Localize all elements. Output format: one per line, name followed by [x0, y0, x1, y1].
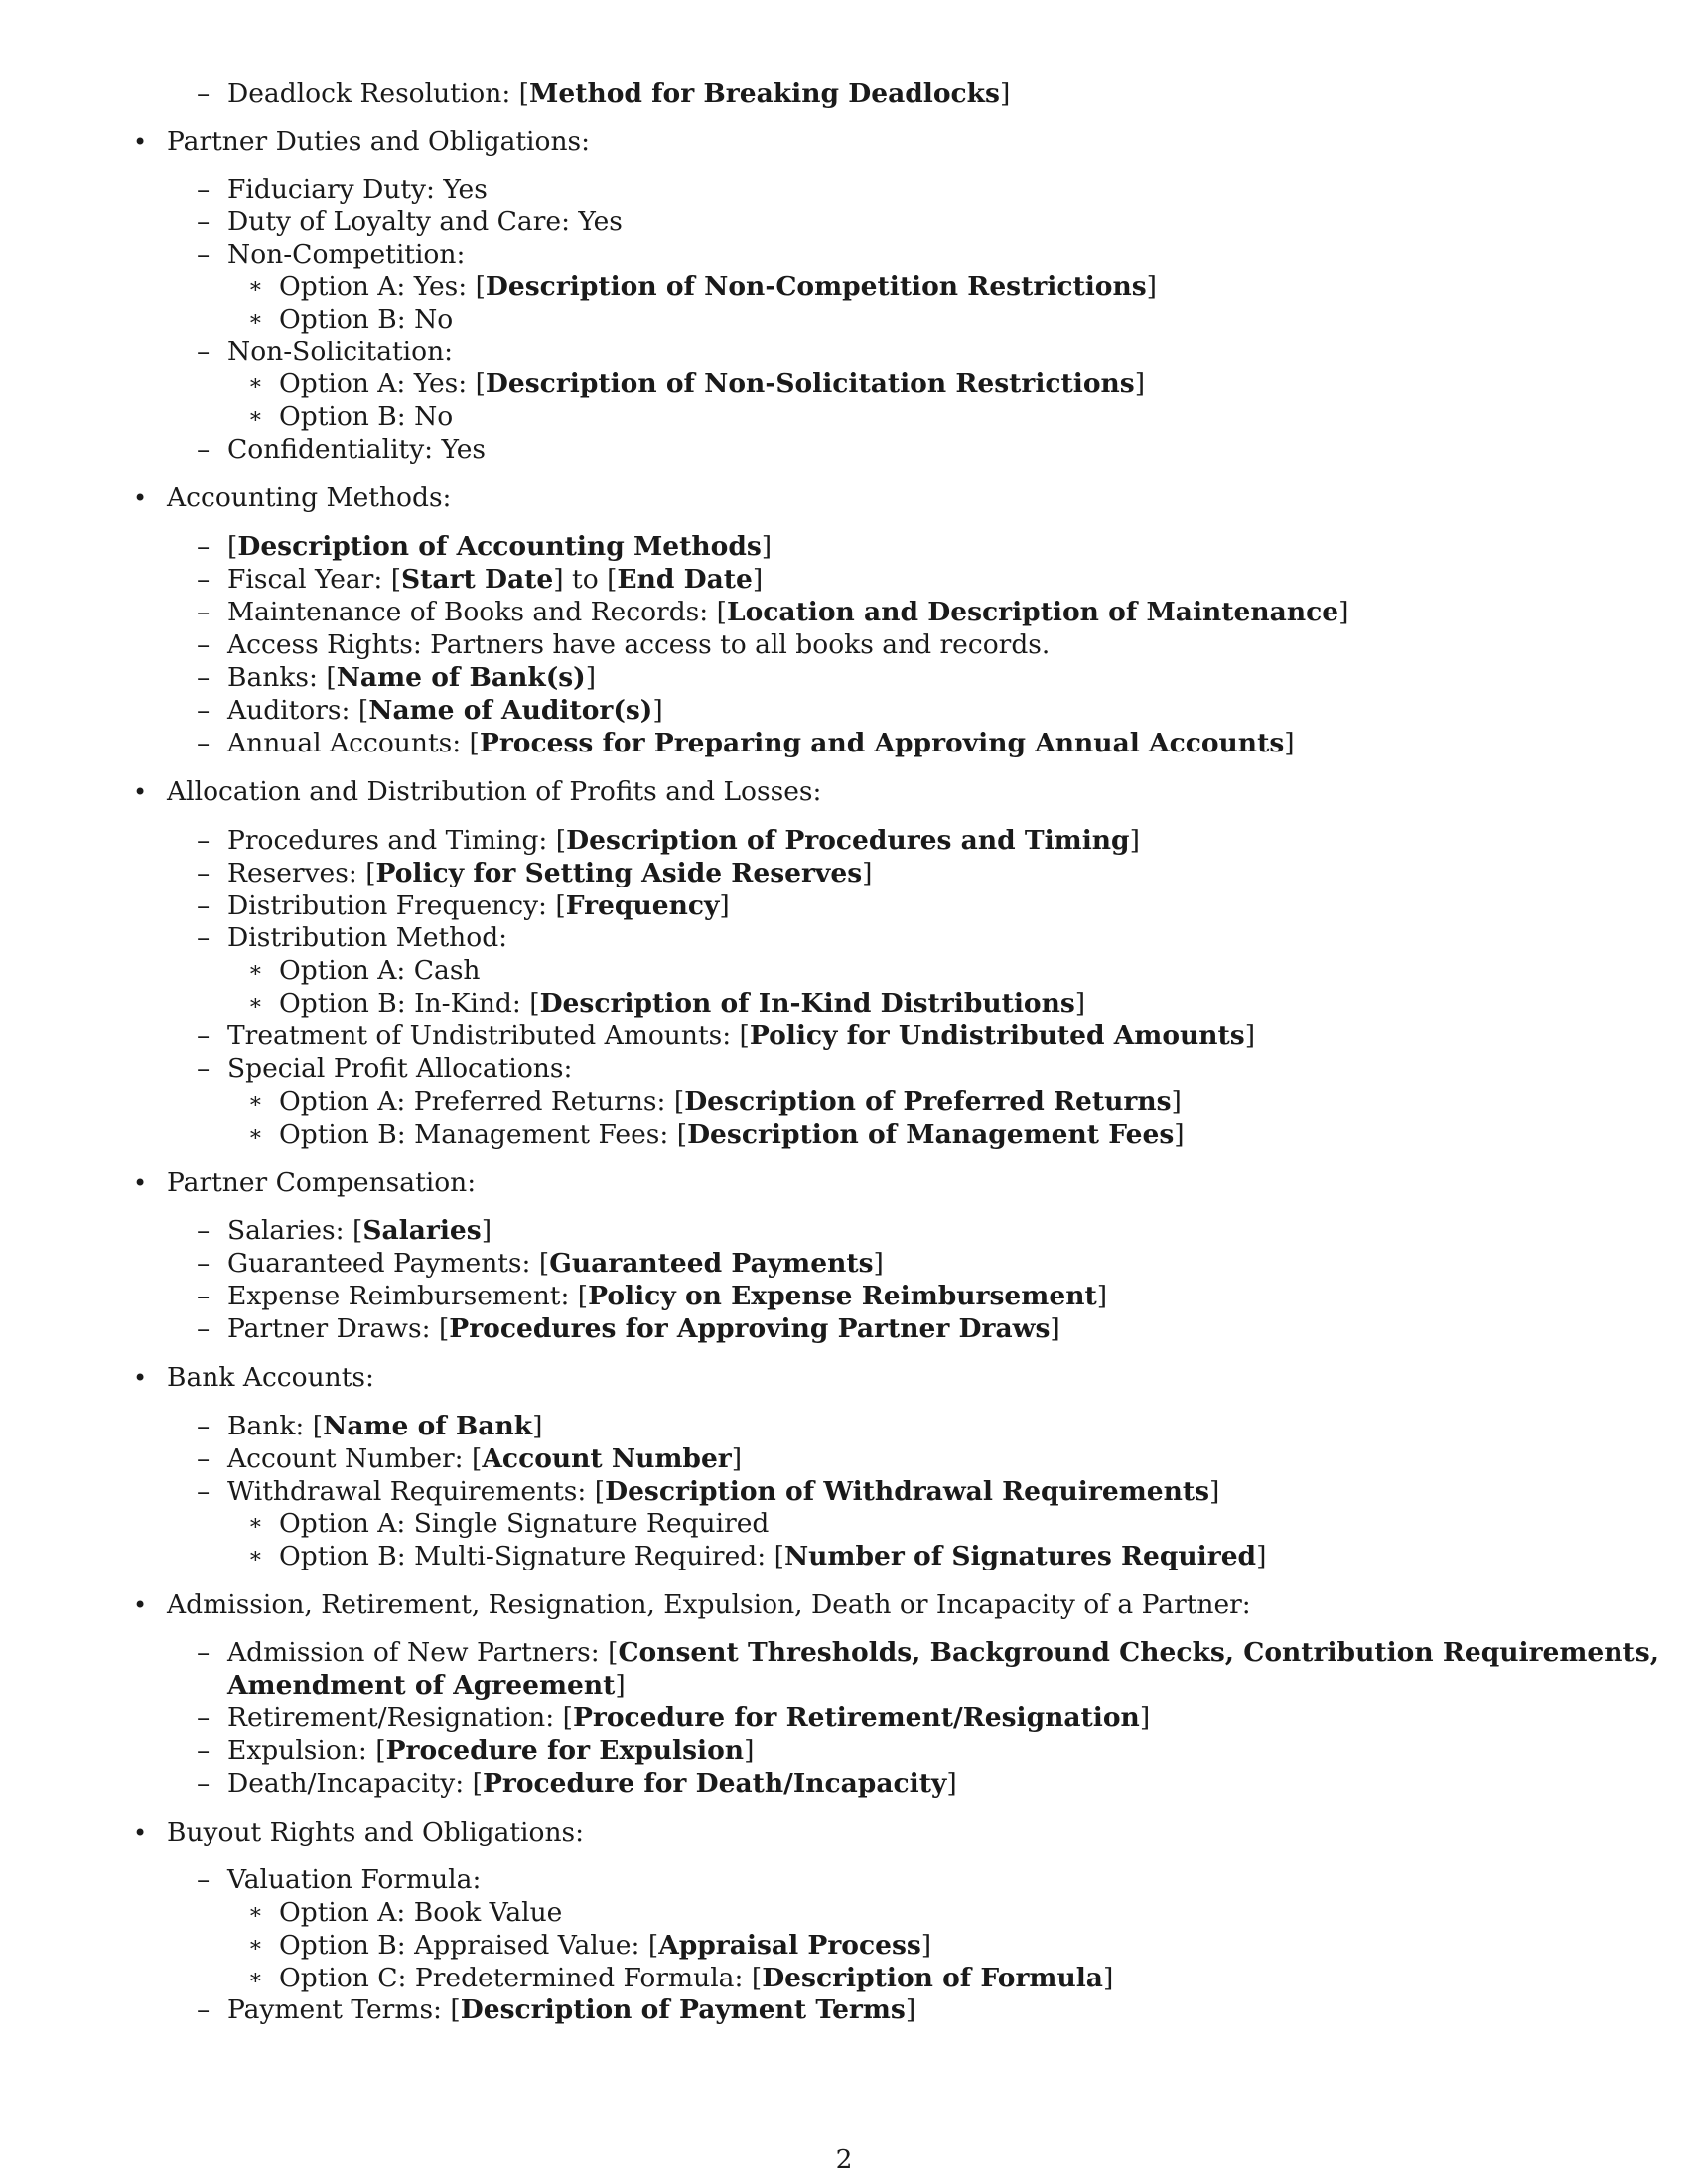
- asterisk-icon: ∗: [248, 1511, 263, 1536]
- list-item-text: [227, 1702, 1150, 1735]
- dash-icon: –: [197, 174, 211, 205]
- list-item-text: [279, 367, 1145, 401]
- list-item-text: [227, 433, 486, 467]
- item-text: Option A: Cash: [279, 955, 481, 986]
- placeholder-text: Appraisal Process: [658, 1930, 921, 1961]
- bullet-icon: •: [133, 484, 148, 512]
- placeholder-text: Policy on Expense Reimbursement: [588, 1281, 1097, 1311]
- dash-icon: –: [197, 1053, 211, 1084]
- list-item-text: [227, 238, 465, 272]
- page-number: 2: [835, 2144, 853, 2175]
- list-item-text: [167, 775, 821, 809]
- item-text: Non-Solicitation:: [227, 337, 454, 367]
- list-item-text: [279, 1929, 931, 1963]
- placeholder-text: End Date: [617, 564, 753, 595]
- dash-icon: –: [197, 922, 211, 953]
- bullet-icon: •: [133, 778, 148, 806]
- list-item-text: [167, 481, 451, 515]
- asterisk-icon: ∗: [248, 1966, 263, 1990]
- item-text: Confidentiality: Yes: [227, 434, 487, 465]
- dash-icon: –: [197, 1313, 211, 1344]
- placeholder-text: Amendment of Agreement: [227, 1670, 616, 1701]
- dash-icon: –: [197, 825, 211, 856]
- item-text: Distribution Frequency: [: [227, 890, 566, 921]
- item-text: Option B: Multi-Signature Required: [: [279, 1541, 784, 1571]
- item-text: Expense Reimbursement: [: [227, 1281, 589, 1311]
- bullet-icon: •: [133, 1364, 148, 1392]
- list-item-continuation: [227, 1669, 626, 1703]
- list-item-text: [227, 563, 763, 597]
- placeholder-text: Description of Preferred Returns: [684, 1086, 1172, 1117]
- list-item-text: [227, 727, 1295, 760]
- list-item-text: [279, 987, 1085, 1021]
- dash-icon: –: [197, 1703, 211, 1733]
- asterisk-icon: ∗: [248, 404, 263, 429]
- item-text: ]: [1096, 1281, 1108, 1311]
- dash-icon: –: [197, 1476, 211, 1507]
- list-item-text: [279, 1896, 562, 1930]
- item-text: ]: [1146, 271, 1158, 302]
- placeholder-text: Procedure for Expulsion: [385, 1735, 745, 1766]
- item-text: Procedures and Timing: [: [227, 825, 567, 856]
- placeholder-text: Description of Payment Terms: [460, 1994, 906, 2025]
- item-text: ]: [1244, 1021, 1256, 1051]
- list-item-text: [227, 1636, 1659, 1670]
- list-item-text: [227, 1247, 884, 1281]
- placeholder-text: Description of Formula: [762, 1963, 1103, 1993]
- item-text: ]: [652, 695, 663, 726]
- asterisk-icon: ∗: [248, 991, 263, 1016]
- item-text: ]: [1139, 1703, 1151, 1733]
- item-text: Buyout Rights and Obligations:: [167, 1817, 585, 1847]
- placeholder-text: Name of Auditor(s): [368, 695, 653, 726]
- item-text: ]: [615, 1670, 626, 1701]
- bullet-icon: •: [133, 1819, 148, 1846]
- item-text: Auditors: [: [227, 695, 369, 726]
- item-text: Admission, Retirement, Resignation, Expulsion, Death or Incapacity of a Partner:: [167, 1589, 1251, 1620]
- item-text: ]: [744, 1735, 755, 1766]
- placeholder-text: Guaranteed Payments: [549, 1248, 874, 1279]
- dash-icon: –: [197, 434, 211, 465]
- item-text: Option A: Yes: [: [279, 271, 486, 302]
- item-text: Special Profit Allocations:: [227, 1053, 573, 1084]
- item-text: Deadlock Resolution: [: [227, 78, 530, 109]
- dash-icon: –: [197, 337, 211, 367]
- item-text: Option B: No: [279, 401, 454, 432]
- list-item-text: [227, 1442, 742, 1476]
- dash-icon: –: [197, 695, 211, 726]
- item-text: Option A: Yes: [: [279, 368, 486, 399]
- item-text: Treatment of Undistributed Amounts: [: [227, 1021, 750, 1051]
- dash-icon: –: [197, 1994, 211, 2025]
- placeholder-text: Number of Signatures Required: [783, 1541, 1257, 1571]
- list-item-text: [227, 530, 772, 564]
- asterisk-icon: ∗: [248, 958, 263, 983]
- list-item-text: [227, 1052, 572, 1086]
- dash-icon: –: [197, 206, 211, 237]
- item-text: Banks: [: [227, 662, 337, 693]
- list-item-text: [279, 1085, 1182, 1119]
- asterisk-icon: ∗: [248, 274, 263, 299]
- bullet-icon: •: [133, 1591, 148, 1619]
- item-text: ]: [1171, 1086, 1182, 1117]
- list-item-text: [227, 1280, 1107, 1313]
- list-item-text: [227, 694, 663, 728]
- placeholder-text: Process for Preparing and Approving Annual Accounts: [479, 728, 1285, 758]
- list-item-text: [227, 1214, 492, 1248]
- list-item-text: [227, 336, 453, 369]
- item-text: ]: [1134, 368, 1146, 399]
- asterisk-icon: ∗: [248, 1089, 263, 1114]
- list-item-text: [227, 1670, 626, 1701]
- list-item-text: [227, 1734, 754, 1768]
- item-text: ]: [862, 858, 873, 888]
- list-item-text: [279, 1118, 1185, 1152]
- item-text: Option B: Management Fees: [: [279, 1119, 688, 1150]
- placeholder-text: Procedures for Approving Partner Draws: [449, 1313, 1051, 1344]
- item-text: Annual Accounts: [: [227, 728, 480, 758]
- item-text: Distribution Method:: [227, 922, 508, 953]
- item-text: Account Number: [: [227, 1443, 483, 1474]
- item-text: Death/Incapacity: [: [227, 1768, 483, 1799]
- list-item-text: [227, 1767, 957, 1801]
- item-text: Allocation and Distribution of Profits and Losses:: [167, 776, 822, 807]
- dash-icon: –: [197, 1735, 211, 1766]
- list-item-text: [227, 921, 507, 955]
- item-text: ]: [1074, 988, 1086, 1019]
- item-text: Accounting Methods:: [167, 482, 452, 513]
- placeholder-text: Salaries: [362, 1215, 482, 1246]
- item-text: Partner Compensation:: [167, 1167, 477, 1198]
- list-item-text: [279, 954, 481, 988]
- item-text: ]: [761, 531, 773, 562]
- item-text: Option B: No: [279, 304, 454, 335]
- item-text: Bank: [: [227, 1411, 324, 1441]
- list-item-text: [227, 1020, 1255, 1053]
- placeholder-text: Procedure for Death/Incapacity: [482, 1768, 947, 1799]
- bullet-icon: •: [133, 1169, 148, 1197]
- item-text: ]: [585, 662, 597, 693]
- asterisk-icon: ∗: [248, 307, 263, 332]
- item-text: ]: [731, 1443, 743, 1474]
- list-item-text: [167, 1361, 374, 1395]
- placeholder-text: Policy for Setting Aside Reserves: [375, 858, 863, 888]
- item-text: Option C: Predetermined Formula: [: [279, 1963, 763, 1993]
- item-text: ]: [946, 1768, 957, 1799]
- dash-icon: –: [197, 1281, 211, 1311]
- placeholder-text: Policy for Undistributed Amounts: [749, 1021, 1245, 1051]
- item-text: Admission of New Partners: [: [227, 1637, 619, 1668]
- list-item-text: [279, 1507, 769, 1541]
- item-text: ]: [873, 1248, 884, 1279]
- dash-icon: –: [197, 597, 211, 627]
- item-text: ]: [1284, 728, 1295, 758]
- item-text: Bank Accounts:: [167, 1362, 374, 1393]
- item-text: ]: [1338, 597, 1349, 627]
- item-text: Option A: Single Signature Required: [279, 1508, 770, 1539]
- item-text: ]: [1209, 1476, 1220, 1507]
- dash-icon: –: [197, 629, 211, 660]
- item-text: Fiscal Year: [: [227, 564, 402, 595]
- list-item-text: [167, 1588, 1251, 1622]
- dash-icon: –: [197, 1864, 211, 1895]
- list-item-text: [227, 1993, 915, 2027]
- dash-icon: –: [197, 1248, 211, 1279]
- list-item-text: [227, 1410, 542, 1443]
- placeholder-text: Description of Management Fees: [687, 1119, 1175, 1150]
- dash-icon: –: [197, 564, 211, 595]
- dash-icon: –: [197, 1768, 211, 1799]
- item-text: Retirement/Resignation: [: [227, 1703, 573, 1733]
- list-item-text: [167, 1816, 584, 1849]
- dash-icon: –: [197, 1411, 211, 1441]
- list-item-text: [279, 303, 453, 337]
- placeholder-text: Location and Description of Maintenance: [726, 597, 1339, 627]
- item-text: Option B: In-Kind: [: [279, 988, 540, 1019]
- dash-icon: –: [197, 1443, 211, 1474]
- list-item-text: [227, 661, 596, 695]
- list-item-text: [227, 1475, 1219, 1509]
- item-text: Valuation Formula:: [227, 1864, 482, 1895]
- item-text: ]: [1050, 1313, 1060, 1344]
- list-item-text: [227, 77, 1010, 111]
- list-item-text: [279, 1540, 1266, 1573]
- item-text: ]: [481, 1215, 492, 1246]
- list-item-text: [227, 596, 1348, 629]
- placeholder-text: Frequency: [565, 890, 720, 921]
- placeholder-text: Description of Procedures and Timing: [566, 825, 1130, 856]
- item-text: ]: [999, 78, 1011, 109]
- item-text: ]: [1174, 1119, 1185, 1150]
- dash-icon: –: [197, 728, 211, 758]
- item-text: Reserves: [: [227, 858, 376, 888]
- list-item-text: [279, 400, 453, 434]
- item-text: Partner Draws: [: [227, 1313, 450, 1344]
- asterisk-icon: ∗: [248, 371, 263, 396]
- item-text: Option A: Book Value: [279, 1897, 563, 1928]
- item-text: Payment Terms: [: [227, 1994, 461, 2025]
- dash-icon: –: [197, 1021, 211, 1051]
- placeholder-text: Description of Non-Solicitation Restrictions: [485, 368, 1135, 399]
- bullet-icon: •: [133, 128, 148, 156]
- list-item-text: [227, 857, 872, 890]
- item-text: ]: [1102, 1963, 1114, 1993]
- asterisk-icon: ∗: [248, 1933, 263, 1958]
- item-text: Option B: Appraised Value: [: [279, 1930, 659, 1961]
- item-text: ] to [: [553, 564, 618, 595]
- item-text: Access Rights: Partners have access to all books and records.: [227, 629, 1051, 660]
- placeholder-text: Procedure for Retirement/Resignation: [572, 1703, 1140, 1733]
- placeholder-text: Method for Breaking Deadlocks: [529, 78, 1000, 109]
- list-item-text: [227, 205, 623, 239]
- dash-icon: –: [197, 239, 211, 270]
- asterisk-icon: ∗: [248, 1122, 263, 1147]
- placeholder-text: Description of Non-Competition Restrictions: [485, 271, 1147, 302]
- item-text: ]: [532, 1411, 543, 1441]
- placeholder-text: Start Date: [401, 564, 554, 595]
- placeholder-text: Description of Withdrawal Requirements: [605, 1476, 1210, 1507]
- placeholder-text: Description of In-Kind Distributions: [539, 988, 1075, 1019]
- item-text: Withdrawal Requirements: [: [227, 1476, 606, 1507]
- list-item-text: [227, 889, 730, 923]
- list-item-text: [279, 1962, 1113, 1995]
- placeholder-text: Name of Bank: [323, 1411, 533, 1441]
- asterisk-icon: ∗: [248, 1900, 263, 1925]
- dash-icon: –: [197, 662, 211, 693]
- item-text: ]: [1256, 1541, 1267, 1571]
- item-text: Duty of Loyalty and Care: Yes: [227, 206, 623, 237]
- list-item-text: [227, 1312, 1060, 1346]
- item-text: ]: [719, 890, 730, 921]
- item-text: ]: [1129, 825, 1140, 856]
- dash-icon: –: [197, 890, 211, 921]
- dash-icon: –: [197, 78, 211, 109]
- dash-icon: –: [197, 531, 211, 562]
- placeholder-text: Description of Accounting Methods: [237, 531, 762, 562]
- dash-icon: –: [197, 1637, 211, 1668]
- item-text: Salaries: [: [227, 1215, 363, 1246]
- item-text: ]: [905, 1994, 916, 2025]
- item-text: Guaranteed Payments: [: [227, 1248, 550, 1279]
- item-text: ]: [752, 564, 764, 595]
- list-item-text: [227, 173, 488, 206]
- list-item-text: [227, 824, 1140, 858]
- placeholder-text: Consent Thresholds, Background Checks, Contribution Requirements,: [618, 1637, 1659, 1668]
- list-item-text: [167, 1166, 476, 1200]
- item-text: Non-Competition:: [227, 239, 466, 270]
- item-text: ]: [920, 1930, 932, 1961]
- placeholder-text: Name of Bank(s): [336, 662, 586, 693]
- item-text: Partner Duties and Obligations:: [167, 126, 591, 157]
- item-text: Expulsion: [: [227, 1735, 386, 1766]
- list-item-text: [227, 628, 1050, 662]
- list-item-text: [227, 1863, 481, 1897]
- item-text: Option A: Preferred Returns: [: [279, 1086, 685, 1117]
- item-text: [: [227, 531, 238, 562]
- dash-icon: –: [197, 858, 211, 888]
- list-item-text: [279, 270, 1157, 304]
- list-item-text: [167, 125, 590, 159]
- item-text: Maintenance of Books and Records: [: [227, 597, 727, 627]
- item-text: Fiduciary Duty: Yes: [227, 174, 488, 205]
- dash-icon: –: [197, 1215, 211, 1246]
- asterisk-icon: ∗: [248, 1544, 263, 1569]
- placeholder-text: Account Number: [482, 1443, 732, 1474]
